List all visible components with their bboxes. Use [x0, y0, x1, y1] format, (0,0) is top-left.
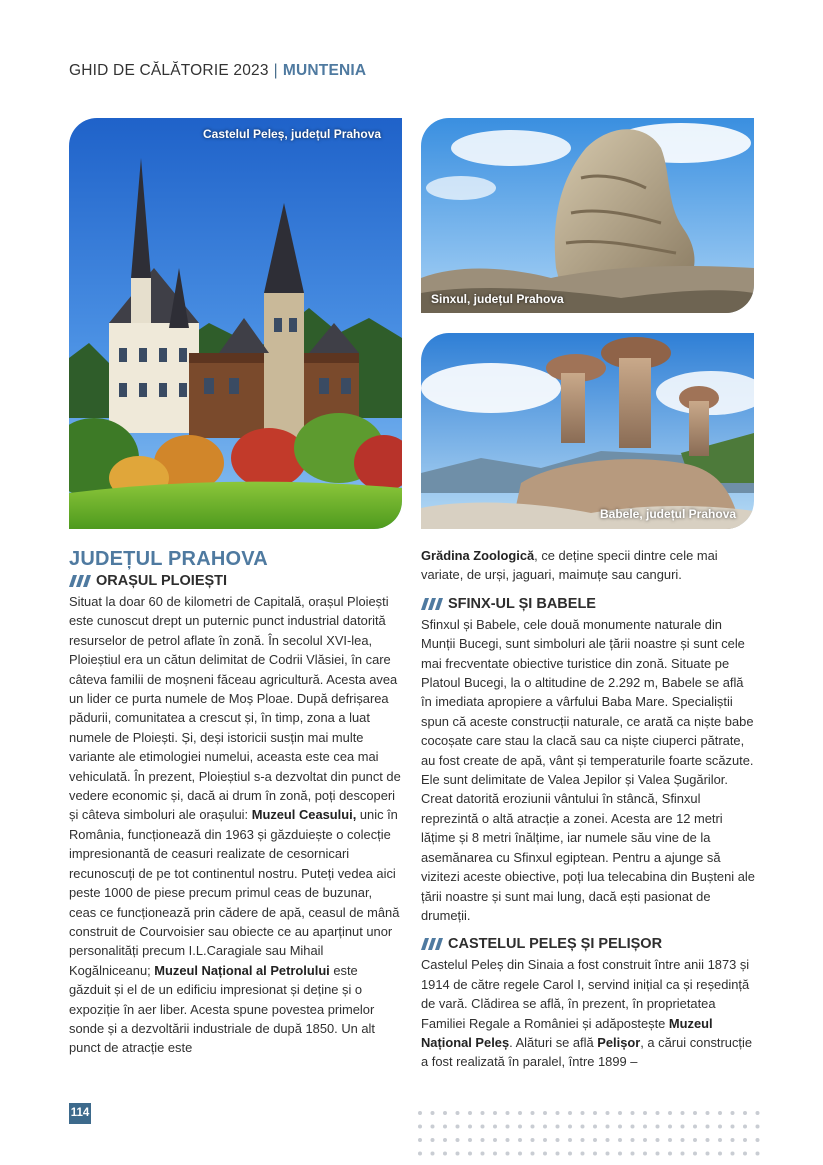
decorative-dot: [493, 1138, 497, 1142]
header-separator: |: [273, 62, 278, 79]
decorative-dot: [656, 1125, 660, 1129]
decorative-dot: [693, 1125, 697, 1129]
decorative-dot: [631, 1125, 635, 1129]
decorative-dot: [568, 1125, 572, 1129]
decorative-dot: [618, 1111, 622, 1115]
decorative-dot: [506, 1111, 510, 1115]
decorative-dot: [531, 1125, 535, 1129]
slashes-icon: [421, 598, 445, 610]
decorative-dot: [456, 1111, 460, 1115]
decorative-dot: [443, 1111, 447, 1115]
section-title-ploiesti: ORAȘUL PLOIEȘTI: [96, 573, 228, 589]
decorative-dot: [556, 1138, 560, 1142]
county-title: JUDEȚUL PRAHOVA: [69, 548, 268, 570]
decorative-dot: [718, 1111, 722, 1115]
zoo-text: , ce deține specii dintre cele mai variate, de urși, jaguari, maimuțe sau canguri.: [421, 548, 718, 583]
decorative-dot: [668, 1152, 672, 1156]
decorative-dot: [643, 1125, 647, 1129]
section-heading-ploiesti: [69, 571, 402, 591]
decorative-dot: [656, 1152, 660, 1156]
decorative-dot: [468, 1138, 472, 1142]
decorative-dot: [606, 1152, 610, 1156]
decorative-dot: [668, 1138, 672, 1142]
babele-photo-caption: Babele, județul Prahova: [600, 507, 737, 521]
decorative-dot: [731, 1138, 735, 1142]
decorative-dot: [593, 1152, 597, 1156]
decorative-dot: [481, 1111, 485, 1115]
peles-text-3: , a cărui construcție a fost realizată în paralel, între 1899 –: [421, 1034, 753, 1070]
decorative-dot: [518, 1138, 522, 1142]
sphinx-photo-caption: Sinxul, județul Prahova: [431, 292, 564, 306]
decorative-dot: [656, 1111, 660, 1115]
region-name: MUNTENIA: [282, 62, 367, 79]
decorative-dot: [418, 1152, 422, 1156]
decorative-dot: [581, 1125, 585, 1129]
decorative-dot: [631, 1111, 635, 1115]
decorative-dot: [468, 1125, 472, 1129]
page-number: 114: [69, 1103, 91, 1124]
decorative-dot: [506, 1138, 510, 1142]
decorative-dot: [706, 1111, 710, 1115]
peles-text-1: Castelul Peleș din Sinaia a fost construit între anii 1873 și 1914 de către regele Carol I, servind inițial ca și reședință de vară. Clădirea se află, în prezent, în proprietatea Familiei Regale a României și adăpostește: [421, 957, 750, 1031]
decorative-dot: [631, 1152, 635, 1156]
section-heading-sfinx: [421, 594, 756, 614]
decorative-dot: [581, 1111, 585, 1115]
decorative-dot: [543, 1111, 547, 1115]
peles-castle-photo: [69, 118, 402, 529]
decorative-dot: [506, 1125, 510, 1129]
decorative-dot: [593, 1111, 597, 1115]
decorative-dot: [693, 1111, 697, 1115]
decorative-dot: [493, 1111, 497, 1115]
section-title-peles: CASTELUL PELEȘ ȘI PELIȘOR: [448, 936, 663, 953]
decorative-dot: [431, 1138, 435, 1142]
ploiesti-paragraph: [69, 592, 402, 1058]
decorative-dot: [618, 1125, 622, 1129]
decorative-dot: [468, 1111, 472, 1115]
decorative-dot: [706, 1125, 710, 1129]
decorative-dot: [531, 1152, 535, 1156]
decorative-dot: [431, 1111, 435, 1115]
running-header: [69, 62, 366, 80]
decorative-dot: [681, 1152, 685, 1156]
decorative-dot: [543, 1125, 547, 1129]
slashes-icon: [69, 575, 93, 587]
decorative-dot: [756, 1125, 760, 1129]
decorative-dot: [481, 1152, 485, 1156]
decorative-dot: [593, 1138, 597, 1142]
decorative-dot-grid: [416, 1109, 761, 1159]
babele-photo: [421, 333, 754, 529]
decorative-dot: [456, 1152, 460, 1156]
slashes-icon: [421, 938, 445, 950]
decorative-dot: [518, 1111, 522, 1115]
decorative-dot: [756, 1152, 760, 1156]
peles-paragraph: [421, 955, 756, 1071]
decorative-dot: [743, 1152, 747, 1156]
decorative-dot: [543, 1152, 547, 1156]
decorative-dot: [681, 1125, 685, 1129]
decorative-dot: [556, 1152, 560, 1156]
decorative-dot: [431, 1152, 435, 1156]
decorative-dot: [693, 1152, 697, 1156]
decorative-dot: [668, 1125, 672, 1129]
decorative-dot: [568, 1138, 572, 1142]
decorative-dot: [568, 1111, 572, 1115]
section-title-sfinx: SFINX-UL ȘI BABELE: [448, 595, 596, 612]
sfinx-paragraph: Sfinxul și Babele, cele două monumente naturale din Munții Bucegi, sunt simboluri ale țării noastre și sunt cele mai frecventate obiective turistice din zonă. Situate pe Platoul Bucegi, la o altitudine de 2.292 m, Babele se află în imediata apropiere a vârfului Baba Mare. Specialiștii spun că aceste construcții naturale, ce arată ca niște babe cocoșate care stau la clacă sau ca niște ciuperci pătrate, au fost create de apă, vânt și temperaturile foarte scăzute. Ele sunt delimitate de Valea Jepilor și Valea Șugărilor. Creat datorită eroziunii vântului în stâncă, Sfinxul reprezintă o altă atracție a zonei. Acesta are 12 metri lățime și 8 metri înălțime, iar numele său vine de la asemănarea cu Sfinxul egiptean. Pentru a ajunge să vizitezi aceste obiective, poți lua telecabina din Bușteni ale țării noastre și sunt mai lung, dacă ești pasionat de drumeții.: [421, 616, 755, 923]
decorative-dot: [531, 1138, 535, 1142]
peles-photo-caption: Castelul Peleș, județul Prahova: [203, 127, 382, 141]
decorative-dot: [443, 1125, 447, 1129]
decorative-dot: [681, 1111, 685, 1115]
decorative-dot: [668, 1111, 672, 1115]
decorative-dot: [418, 1111, 422, 1115]
decorative-dot: [718, 1152, 722, 1156]
ploiesti-text-1: Situat la doar 60 de kilometri de Capitală, orașul Ploiești este cunoscut drept un puternic punct industrial datorită resurselor de petrol aflate în zonă. În secolul XVI-lea, Ploieștiul era un cătun delimitat de Codrii Vlăsiei, în care câteva familii de moșneni făceau agricultură. Acesta avea un lider ce purta numele de Moș Ploae. După defrișarea pădurii, comunitatea a crescut și, în timp, zona a luat numele de Ploiești. Și, deși istoricii susțin mai multe variante ale etimologiei numelui, aceasta este cea mai vehiculată. În prezent, Ploieștiul s-a dezvoltat din punct de vedere economic și, dacă ai drum în zonă, poți descoperi și câteva simboluri ale orașului:: [69, 594, 401, 823]
decorative-dot: [756, 1138, 760, 1142]
pelisor-name: Pelișor: [597, 1034, 641, 1050]
zoo-name: Grădina Zoologică: [421, 548, 535, 563]
section-heading-peles: [421, 934, 756, 954]
decorative-dot: [556, 1125, 560, 1129]
decorative-dot: [618, 1152, 622, 1156]
peles-text-2: . Alături se află: [509, 1034, 598, 1050]
decorative-dot: [618, 1138, 622, 1142]
decorative-dot: [718, 1125, 722, 1129]
decorative-dot: [606, 1125, 610, 1129]
decorative-dot: [531, 1111, 535, 1115]
decorative-dot: [681, 1138, 685, 1142]
decorative-dot: [481, 1138, 485, 1142]
decorative-dot: [456, 1125, 460, 1129]
decorative-dot: [693, 1138, 697, 1142]
decorative-dot: [643, 1152, 647, 1156]
decorative-dot: [643, 1138, 647, 1142]
decorative-dot: [418, 1125, 422, 1129]
guide-title: GHID DE CĂLĂTORIE 2023: [69, 62, 269, 79]
petroleum-museum-name: Muzeul Național al Petrolului: [154, 962, 330, 978]
decorative-dot: [418, 1138, 422, 1142]
decorative-dot: [581, 1138, 585, 1142]
decorative-dot: [756, 1111, 760, 1115]
decorative-dot: [743, 1125, 747, 1129]
decorative-dot: [656, 1138, 660, 1142]
decorative-dot: [518, 1125, 522, 1129]
decorative-dot: [468, 1152, 472, 1156]
decorative-dot: [443, 1152, 447, 1156]
decorative-dot: [456, 1138, 460, 1142]
decorative-dot: [593, 1125, 597, 1129]
decorative-dot: [718, 1138, 722, 1142]
decorative-dot: [631, 1138, 635, 1142]
decorative-dot: [481, 1125, 485, 1129]
decorative-dot: [731, 1111, 735, 1115]
clock-museum-name: Muzeul Ceasului,: [251, 807, 357, 823]
decorative-dot: [731, 1125, 735, 1129]
decorative-dot: [581, 1152, 585, 1156]
decorative-dot: [493, 1125, 497, 1129]
right-column: [421, 546, 756, 1072]
decorative-dot: [743, 1111, 747, 1115]
decorative-dot: [506, 1152, 510, 1156]
decorative-dot: [706, 1138, 710, 1142]
decorative-dot: [606, 1111, 610, 1115]
decorative-dot: [556, 1111, 560, 1115]
decorative-dot: [731, 1152, 735, 1156]
left-column: [69, 547, 402, 1058]
decorative-dot: [431, 1125, 435, 1129]
decorative-dot: [518, 1152, 522, 1156]
decorative-dot: [568, 1152, 572, 1156]
decorative-dot: [606, 1138, 610, 1142]
zoo-paragraph: [421, 546, 756, 585]
decorative-dot: [643, 1111, 647, 1115]
peles-museum-name: Muzeul Național Peleș: [421, 1015, 713, 1050]
sphinx-photo: [421, 118, 754, 313]
decorative-dot: [743, 1138, 747, 1142]
decorative-dot: [443, 1138, 447, 1142]
ploiesti-text-2: unic în România, funcționează din 1963 și găzduiește o colecție impresionantă de ceasuri realizate de cesornicari recunoscuți de pe tot continentul nostru. Puteți vedea aici peste 1000 de piese precum primul ceas de buzunar, ceas ce funcționează prin cădere de apă, ceasul de mână construit de Courvoisier sau obiecte ce au aparținut unor personalități precum I.L.Caragiale sau Mihail Kogălniceanu;: [69, 807, 400, 978]
decorative-dot: [543, 1138, 547, 1142]
decorative-dot: [706, 1152, 710, 1156]
decorative-dot: [493, 1152, 497, 1156]
ploiesti-text-3: este găzduit și el de un edificiu impresionat și deține și o expoziție în aer liber. Acesta spune povestea primelor sonde și a dezvoltării industriale de după 1850. Un alt punct de atracție este: [69, 962, 375, 1056]
